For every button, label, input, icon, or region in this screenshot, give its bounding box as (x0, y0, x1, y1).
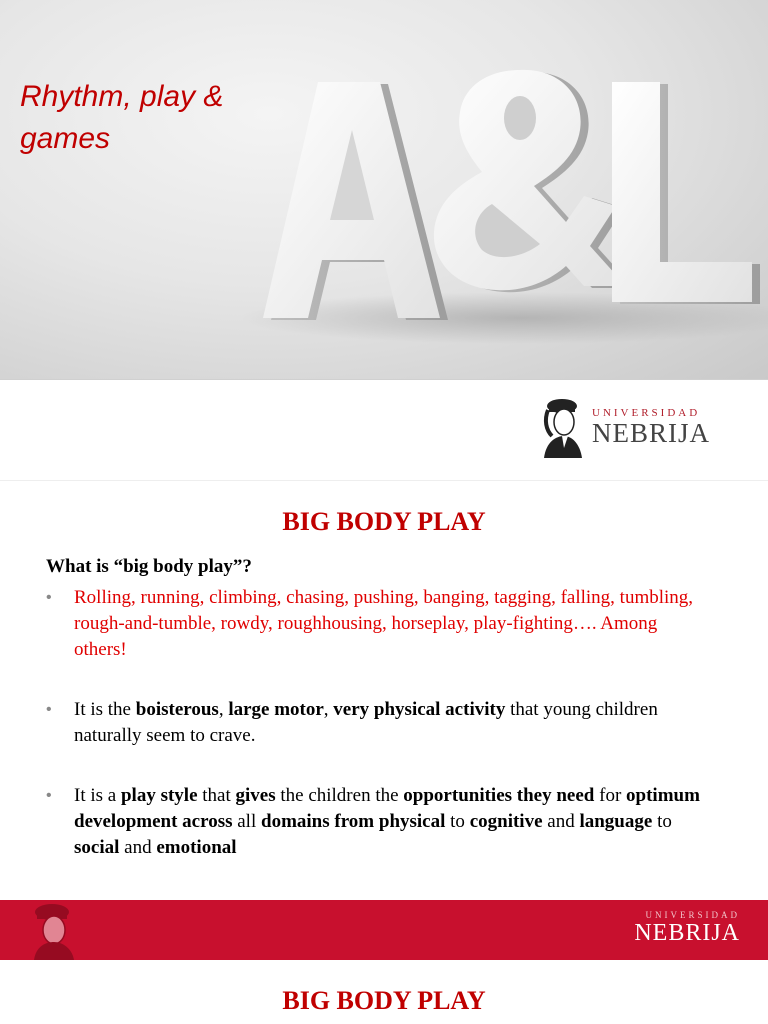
text-run: It is the (74, 699, 136, 720)
bold-run: emotional (156, 837, 237, 858)
presentation-title (20, 76, 290, 160)
university-logo (540, 396, 710, 458)
bullet-item-examples (46, 585, 706, 663)
letter-l-shape (612, 82, 760, 304)
logo-university-label: UNIVERSIDAD (592, 407, 701, 419)
text-run: and (119, 837, 157, 858)
bullet-icon: • (46, 787, 52, 804)
text-run: the children the (275, 785, 404, 806)
bold-run: play style (120, 785, 198, 806)
bullet-text: Rolling, running, climbing, chasing, pushing, banging, tagging, falling, tumbling, rough-and-tumble, rowdy, roughhousing, horseplay, play-fighting…. Among others! (74, 587, 694, 660)
text-run: It is a (74, 785, 121, 806)
hero-image (0, 0, 768, 380)
portrait-icon (24, 900, 78, 960)
bold-run: optimum development across (74, 785, 700, 832)
bold-run: language (579, 811, 653, 832)
question-heading: What is “big body play”? (46, 556, 252, 577)
letter-a-shape (263, 82, 448, 320)
logo-name: NEBRIJA (592, 418, 711, 448)
logo-text (592, 407, 710, 447)
bold-run: cognitive (469, 811, 543, 832)
bold-run: social (74, 837, 120, 858)
portrait-icon (540, 396, 582, 458)
next-slide-title: BIG BODY PLAY (282, 986, 486, 1015)
text-run: to (652, 811, 672, 832)
slide-title: BIG BODY PLAY (282, 507, 486, 536)
bullet-item-benefits (46, 783, 706, 861)
bullet-list (46, 585, 706, 861)
text-run: that (197, 785, 236, 806)
text-run: to (445, 811, 470, 832)
title-slide (0, 0, 768, 480)
bold-run: boisterous (135, 699, 219, 720)
text-run: , (323, 699, 334, 720)
bold-run: gives (235, 785, 276, 806)
bar-university-logo (634, 910, 740, 946)
bullet-icon: • (46, 701, 52, 718)
text-run: that young children naturally seem to crave. (74, 699, 658, 746)
text-run: , (218, 699, 229, 720)
bold-run: domains from physical (261, 811, 446, 832)
ampersand-shape (434, 70, 634, 292)
header-bar (0, 900, 768, 960)
title-line-1: Rhythm, play & (20, 80, 224, 113)
letters-graphic (0, 0, 768, 380)
text-run: and (542, 811, 580, 832)
logo-name: NEBRIJA (634, 920, 740, 946)
text-run: all (232, 811, 261, 832)
text-run: for (594, 785, 627, 806)
bold-run: opportunities they need (403, 785, 595, 806)
bullet-icon: • (46, 589, 52, 606)
title-line-2: games (20, 122, 111, 155)
bold-run: large motor (228, 699, 324, 720)
logo-university-label: UNIVERSIDAD (645, 910, 740, 920)
bullet-item-definition (46, 697, 706, 749)
bold-run: very physical activity (333, 699, 506, 720)
content-slide (0, 480, 768, 901)
hero-divider (0, 379, 768, 380)
